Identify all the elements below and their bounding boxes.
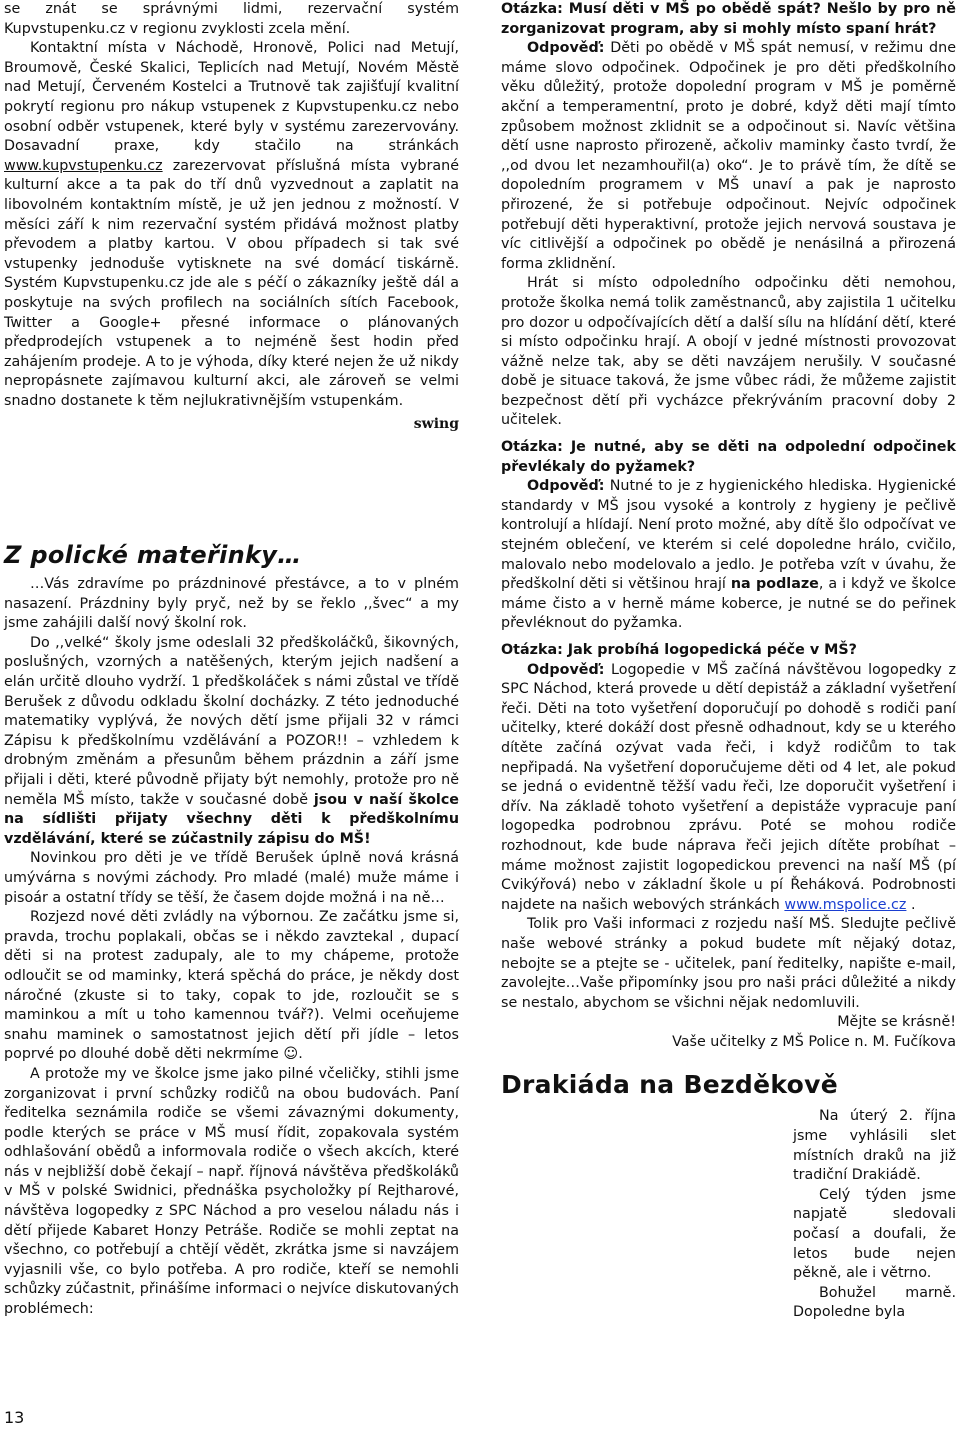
question-1: Otázka: Musí děti v MŠ po obědě spát? Nešlo by pro ně zorganizovat program, aby si mohly místo spaní hrát? [501,1,956,37]
paragraph-intro: se znát se správnými lidmi, rezervační systém Kupvstupenku.cz v regionu zvyklosti zcela mění. [4,1,459,37]
drakiada-p1: Na úterý 2. října jsme vyhlásili slet místních draků na již tradiční Drakiádě. [793,1108,956,1184]
answer-label: Odpověď: [527,661,605,678]
paragraph-umyvarna: Novinkou pro děti je ve třídě Berušek úplně nová krásná umývárna s novými záchody. Pro mladé (malé) muže máme i pisoár a ostatní třídy se těší, že časem dojde možná i na ně… [4,850,459,906]
answer-3: Odpověď: Logopedie v MŠ začíná návštěvou logopedky z SPC Náchod, která provede u dětí depistáž a základní vyšetření řeči. Děti na toto vyšetření doporučují po dohodě s rodiči paní učitelky, které dokáží dost přesně odhadnout, kdy se u kterého dítěte začíná ozývat vada řeči, i když rodičům to tak nepřipadá. Na vyšetření doporučujeme děti od 4 let, ale pokud se jedná o evidentně těžší vadu řeči, lze doporučit vyšetření i dřív. Na základě tohoto vyšetření a depistáže vypracuje paní logopedka podrobnou zprávu. Poté se mohou rodiče rozhodnout, kde bude náprava řeči jejich dítěte probíhat – máme možnost zajistit logopedickou prevenci na naší MŠ (pí Cvikýřová) nebo v základní škole u pí Řeháková. Podrobnosti najdete na našich webových stránkách www.mspolice.cz . [501,661,956,913]
drakiada-p2: Celý týden jsme napjatě sledovali počasí a doufali, že letos bude nejen pěkně, ale i větrno. [793,1186,956,1282]
right-column [501,0,956,1323]
question-3: Otázka: Jak probíhá logopedická péče v MŠ? [501,642,857,658]
paragraph-greeting: …Vás zdravíme po prázdninové přestávce, a to v plném nasazení. Prázdniny byly pryč, než by se řeklo ,,švec“ a my jsme zahájili další nový školní rok. [4,576,459,632]
answer-1b: Hrát si místo odpoledního odpočinku děti nemohou, protože školka nemá tolik zaměstnanců, aby zajistila 1 učitelku pro dozor u odpočívajících dětí a další sílu na hlídání dětí, které si místo odpočinku hrají. A obojí v jedné místnosti provozovat vážně nelze tak, aby se děti navzájem nerušily. V současné době je situace taková, že jsme vůbec rádi, že můžeme zajistit bezpečnost dětí při vycházce překrýváním pracovní doby 2 učitelek. [501,275,956,429]
answer-label: Odpověď: [527,478,605,495]
paragraph-tolik: Tolik pro Vaši informaci z rozjedu naší MŠ. Sledujte pečlivě naše webové stránky a pokud budete mít nějaký dotaz, nebojte se a ptejte se - učitelek, paní ředitelky, napište e-mail, zavolejte…Vaše připomínky jsou pro naši práci důležité a nikdy se nestalo, abychom se všichni nějak nedomluvili. [501,916,956,1011]
bold-statement: jsou v naší školce na sídlišti přijaty všechny děti k předškolnímu vzdělávání, které se zúčastnily zápisu do MŠ! [4,791,459,847]
answer-1: Odpověď: Děti po obědě v MŠ spát nemusí, v režimu dne máme slovo odpočinek. Odpočinek je pro děti předškolního věku důležitý, protože dopolední program v MŠ je poměrně akční a temperamentní, proto je dobré, když děti mají tímto způsobem možnost zklidnit se a odpočinout si. Navíc většina dětí usne naprosto přirozeně, ačkoliv maminky často tvrdí, že ,,od dvou let nezamhouřil(a) oko“. Je to právě tím, že dítě se dopoledním programem v MŠ unaví a pak je naprosto přirozené, že si potřebuje odpočinout. Nejvíc odpočinek potřebují děti hyperaktivní, protože jejich nervová soustava je víc citlivější a odpočinek po obědě je nenásilná a přirozená forma zklidnění. [501,40,956,272]
left-column [4,0,459,1320]
drakiada-p3: Bohužel marně. Dopoledne byla [793,1284,956,1321]
page-number: 13 [4,1408,25,1427]
answer-label: Odpověď: [527,40,605,57]
paragraph-schuzky: A protože my ve školce jsme jako pilné včeličky, stihli jsme zorganizovat i první schůzky rodičů na obou budovách. Paní ředitelka seznámila rodiče se všemi závaznými dokumenty, podle kterých se práce v MŠ musí řídit, zopakovala systém odhlašování obědů a informovala rodiče o všech akcích, které nás v nejbližší době čekají – např. říjnová návštěva předškoláků v MŠ v polské Swidnici, přednáška psycholožky pí Rejtharové, návštěva logopedky z SPC Náchod a pro veselou náladu nás i dětí přijede Kabaret Honzy Petráše. Rodiče se mohli zeptat na všechno, co potřebují a chtějí vědět, zkrátka jsme si navzájem vyjasnili vše, co bylo potřeba. A pro rodiče, kteří se nemohli schůzky zúčastnit, přinášíme informaci o nejvíce diskutovaných problémech: [4,1065,459,1318]
signature: swing [413,416,459,433]
paragraph-rozjezd: Rozjezd nové děti zvládly na výbornou. Ze začátku jsme si, pravda, trochu poplakali, občas se i někdo zavztekal , dupací děti si na protest zadupaly, ale to my chápeme, protože odloučit se od maminky, která spěchá do práce, je někdy dost náročné (zkuste si to taky, copak to jde, rozloučit se s maminkou a mít u toho kamennou tvář?). Velmi oceňujeme snahu maminek o samostatnost jejich dětí při jídle – letos poprvé po dlouhé době děti nekrmíme ☺. [4,909,459,1063]
question-2: Otázka: Je nutné, aby se děti na odpolední odpočinek převlékaly do pyžamek? [501,439,956,475]
heading-z-policke-materinky: Z polické mateřinky… [4,541,302,570]
drakiada-block [501,1107,956,1323]
closing-signature: Vaše učitelky z MŠ Police n. M. Fučíkova [672,1033,956,1050]
answer-2: Odpověď: Nutné to je z hygienického hlediska. Hygienické standardy v MŠ jsou vysoké a kontroly z hygieny je pečlivě kontrolují a hlídají. Není proto možné, aby dítě šlo odpočívat ve stejném oblečení, ve kterém si celé dopoledne hrálo, cvičilo, malovalo nebo modelovalo a jedlo. Je potřeba vzít v úvahu, že předškolní děti si většinou hrají na podlaze, a i když ve školce máme čisto a v herně máme koberce, je nutné se do peřinek převléknout do pyžamka. [501,478,957,632]
paragraph-predskolaci: Do ,,velké“ školy jsme odeslali 32 předškoláčků, šikovných, poslušných, vzorných a natěšených, kterým jejich nadšení a elán určitě dlouho vydrží. 1 předškoláček s námi zůstal ve třídě Berušek z důvodu odkladu školní docházky. Z této jednoduché matematiky vyplývá, že nových dětí jsme přijali 32 v rámci Zápisu k předškolnímu vzdělávání a POZOR!! – vzhledem k drobným změnám a přesunům během prázdnin a září jsme přijali i děti, které původně přijaty být nemohly, protože pro ně neměla MŠ místo, takže v současné době jsou v naší školce na sídlišti přijaty všechny děti k předškolnímu vzdělávání, které se zúčastnily zápisu do MŠ! [4,634,459,847]
kupvstupenku-link[interactable]: www.kupvstupenku.cz [4,157,163,174]
heading-drakiada: Drakiáda na Bezděkově [501,1070,838,1100]
paragraph-kupvstupenku: Kontaktní místa v Náchodě, Hronově, Polici nad Metují, Broumově, České Skalici, Teplicích nad Metují, Novém Městě nad Metují, Červeném Kostelci a Trutnově tak zajišťují kvalitní pokrytí regionu pro nákup vstupenek z Kupvstupenku.cz nebo osobní odběr vstupenek, které byly v systému zarezervovány. Dosavadní praxe, kdy stačilo na stránkách www.kupvstupenku.cz zarezervovat příslušná místa vybrané kulturní akce a ta pak do tří dnů vyzvednout a zaplatit na libovolném kontaktním místě, je už jen jednou z možností. V měsíci září k nim rezervační systém přidává možnost platby převodem a platby kartou. V obou případech si tak své vstupenky jednoduše vytisknete na své domácí tiskárně. Systém Kupvstupenku.cz jde ale s péčí o zákazníky ještě dál a poskytuje na svých profilech na sociálních sítích Facebook, Twitter a Google+ přesné informace o plánovaných předprodejích vstupenek a to nejméně šest hodin před zahájením prodeje. A to je výhoda, díky které nejen že už nikdy nepropásnete zajímavou kulturní akci, ale zároveň se velmi snadno dostanete k těm nejlukrativnějším vstupenkám. [4,40,459,409]
closing-greeting: Mějte se krásně! [837,1014,956,1031]
mspolice-link[interactable]: www.mspolice.cz [784,896,907,913]
